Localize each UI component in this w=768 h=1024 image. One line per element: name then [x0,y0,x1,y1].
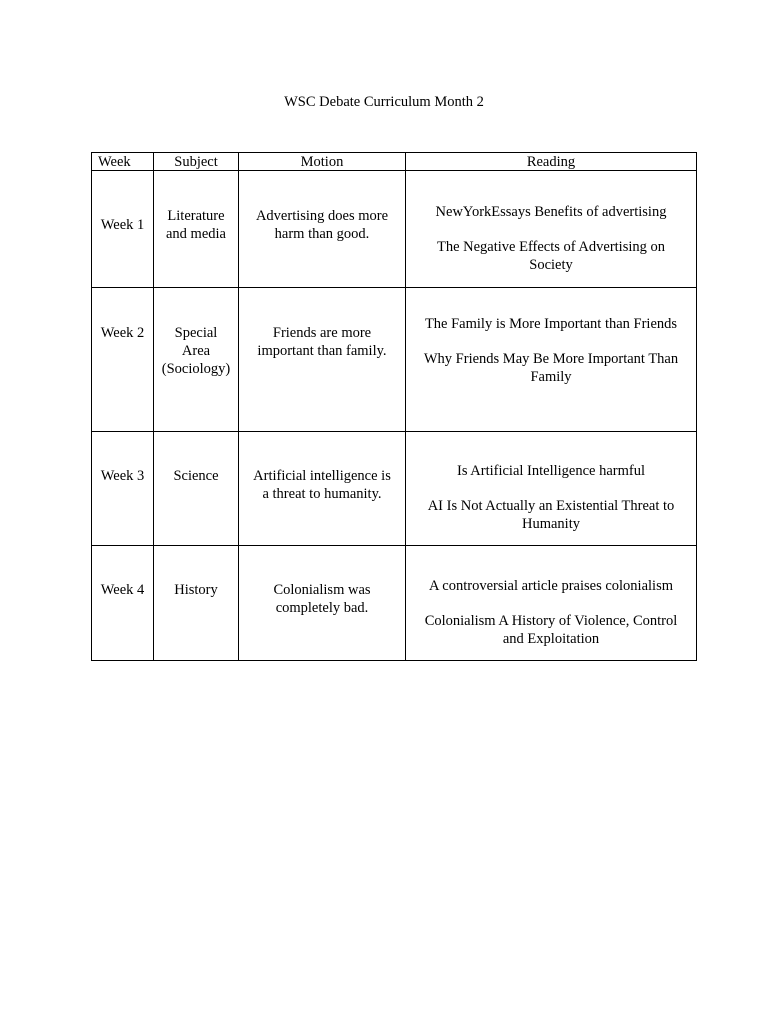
column-header-motion: Motion [239,153,406,171]
reading-link[interactable] [410,315,692,333]
reading-link[interactable] [410,462,692,480]
motion-line: Artificial intelligence is [253,467,391,484]
table-header-row [92,153,697,171]
subject-line: Area [181,342,211,359]
motion-cell [239,288,406,432]
subject-line: Literature [167,208,225,224]
reading-line: Society [529,256,573,273]
reading-cell [406,546,697,661]
column-header-subject: Subject [154,153,239,171]
subject-line: History [174,582,218,598]
week-cell [92,288,154,432]
document-title: WSC Debate Curriculum Month 2 [284,94,484,110]
reading-cell [406,171,697,288]
week-label: Week 3 [100,467,145,484]
motion-line: Colonialism was [273,582,371,598]
motion-cell [239,546,406,661]
table-row [92,432,697,546]
reading-line: Family [530,369,572,385]
motion-line: Advertising does more [255,208,389,224]
week-cell [92,171,154,288]
motion-cell [239,171,406,288]
subject-cell [154,546,239,661]
table-row [92,171,697,288]
table-row [92,546,697,661]
motion-cell [239,432,406,546]
table-row [92,288,697,432]
week-label: Week 2 [100,324,145,341]
subject-cell [154,171,239,288]
subject-line: Special [174,324,218,341]
reading-line: NewYorkEssays Benefits of advertising [435,203,667,220]
column-header-reading: Reading [406,153,697,171]
week-label: Week 4 [100,582,145,598]
week-cell [92,432,154,546]
subject-line: and media [166,226,226,242]
reading-cell [406,432,697,546]
motion-line: important than family. [257,342,387,359]
reading-link[interactable] [410,577,692,595]
subject-cell [154,288,239,432]
reading-line: AI Is Not Actually an Existential Threat to [427,498,675,514]
reading-line: and Exploitation [502,630,600,647]
subject-line: (Sociology) [161,360,231,377]
reading-line: The Family is More Important than Friends [424,316,678,332]
column-header-week: Week [92,153,154,171]
reading-line: Colonialism A History of Violence, Control [424,612,678,629]
motion-line: harm than good. [274,226,370,242]
week-label: Week 1 [100,217,145,233]
motion-line: completely bad. [275,600,369,616]
reading-line: Why Friends May Be More Important Than [423,351,679,367]
motion-line: Friends are more [272,324,372,341]
reading-line: The Negative Effects of Advertising on [436,238,666,255]
motion-line: a threat to humanity. [262,485,382,502]
reading-line: A controversial article praises colonialism [428,577,673,594]
reading-link[interactable] [410,497,692,533]
subject-line: Science [173,467,219,484]
curriculum-table [91,152,697,661]
reading-cell [406,288,697,432]
reading-link[interactable] [410,203,692,221]
subject-cell [154,432,239,546]
reading-line: Humanity [522,516,580,532]
reading-line: Is Artificial Intelligence harmful [456,463,646,479]
reading-link[interactable] [410,350,692,386]
reading-link[interactable] [410,612,692,648]
week-cell [92,546,154,661]
reading-link[interactable] [410,238,692,274]
